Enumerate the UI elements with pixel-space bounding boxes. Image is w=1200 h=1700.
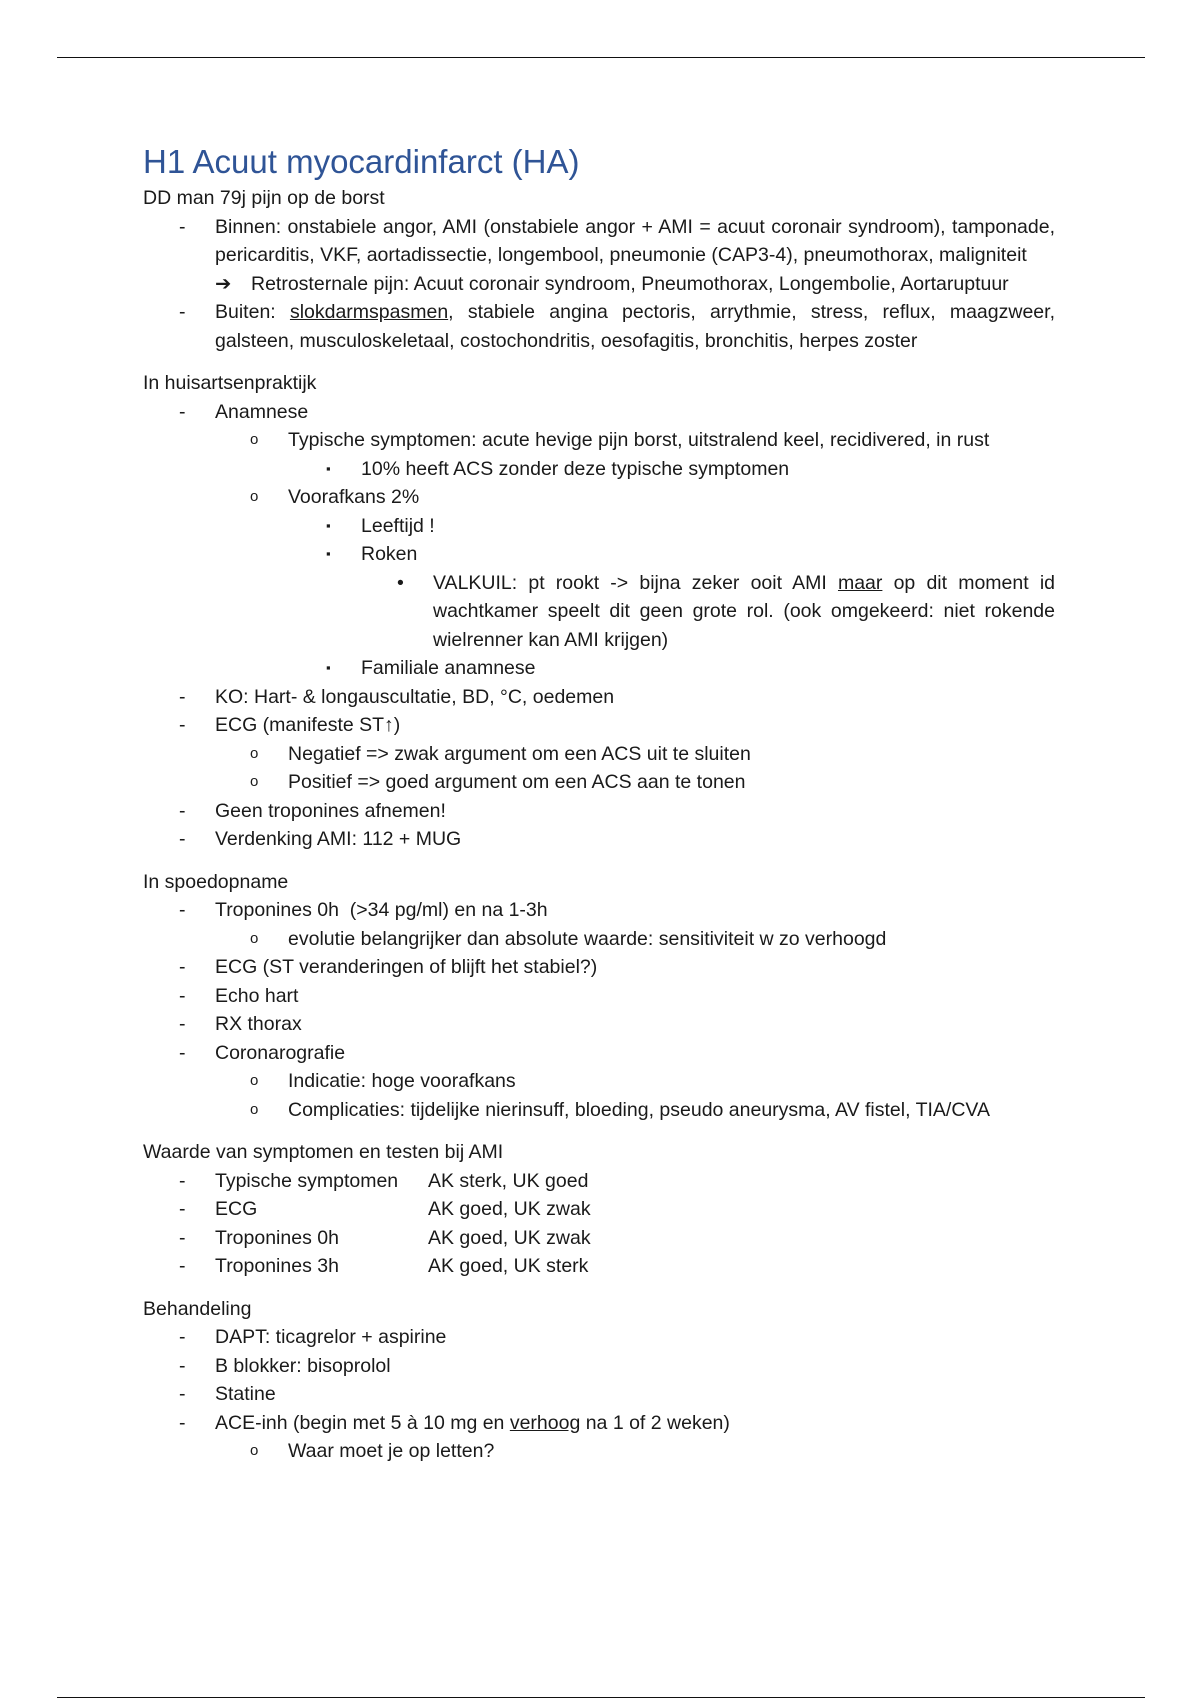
table-row	[143, 1224, 1055, 1253]
dash-marker: -	[179, 685, 186, 708]
list-item: o evolutie belangrijker dan absolute waarde: sensitiviteit w zo verhoogd	[143, 925, 1055, 954]
arrow-icon: ➔	[215, 272, 232, 295]
list-item: - ECG (ST veranderingen of blijft het stabiel?)	[143, 953, 1055, 982]
square-marker: ▪	[326, 546, 331, 561]
dash-marker: -	[179, 1411, 186, 1434]
list-item: ▪ Familiale anamnese	[143, 654, 1055, 683]
square-marker: ▪	[326, 517, 331, 533]
list-item: o Indicatie: hoge voorafkans	[143, 1067, 1055, 1096]
list-item: ▪ 10% heeft ACS zonder deze typische symptomen	[143, 455, 1055, 484]
header-rule	[57, 57, 1145, 58]
dash-marker: -	[179, 1226, 186, 1249]
list-item: - B blokker: bisoprolol	[143, 1352, 1055, 1381]
dash-marker: -	[179, 1041, 186, 1064]
dash-marker: -	[179, 984, 186, 1007]
circle-marker: o	[250, 929, 259, 947]
dash-marker: -	[179, 899, 186, 921]
dd-list	[143, 213, 1055, 356]
circle-marker: o	[250, 773, 259, 790]
huisarts-list	[143, 398, 1055, 854]
circle-marker: o	[250, 744, 259, 762]
square-marker: ▪	[326, 460, 331, 476]
list-item: o Typische symptomen: acute hevige pijn borst, uitstralend keel, recidivered, in rust	[143, 426, 1055, 455]
list-item: - Binnen: onstabiele angor, AMI (onstabiele angor + AMI = acuut coronair syndroom), tamponade, pericarditis, VKF, aortadissectie, longembool, pneumonie (CAP3-4), pneumothorax, maligniteit	[143, 213, 1055, 270]
footer-rule	[57, 1697, 1145, 1698]
dash-marker: -	[179, 828, 186, 850]
dd-heading: DD man 79j pijn op de borst	[143, 187, 385, 209]
list-item: - Verdenking AMI: 112 + MUG	[143, 825, 1055, 854]
dash-marker: -	[179, 1198, 186, 1220]
huisarts-heading: In huisartsenpraktijk	[143, 372, 317, 394]
dash-marker: -	[179, 714, 186, 736]
list-item: - Geen troponines afnemen!	[143, 797, 1055, 826]
test-name: Troponines 0h	[215, 1226, 339, 1249]
behandeling-list	[143, 1323, 1055, 1466]
waarde-list	[143, 1167, 1055, 1281]
test-value: AK goed, UK zwak	[428, 1226, 591, 1249]
dash-marker: -	[179, 1354, 186, 1377]
waarde-heading: Waarde van symptomen en testen bij AMI	[143, 1141, 504, 1163]
circle-marker: o	[250, 431, 259, 448]
dash-marker: -	[179, 1255, 186, 1277]
list-item: - ACE-inh (begin met 5 à 10 mg en verhoog na 1 of 2 weken)	[143, 1409, 1055, 1438]
dash-marker: -	[179, 301, 186, 323]
dash-marker: -	[179, 1326, 186, 1348]
test-value: AK goed, UK zwak	[428, 1198, 591, 1220]
test-name: ECG	[215, 1198, 258, 1220]
document-page	[143, 140, 1055, 1466]
spoed-list	[143, 896, 1055, 1124]
dot-marker: •	[397, 571, 404, 594]
circle-marker: o	[250, 488, 259, 505]
list-item: ▪ Roken	[143, 540, 1055, 569]
test-name: Typische symptomen	[215, 1169, 399, 1192]
list-item: o Complicaties: tijdelijke nierinsuff, bloeding, pseudo aneurysma, AV fistel, TIA/CVA	[143, 1096, 1055, 1125]
circle-marker: o	[250, 1100, 259, 1118]
list-item: o Waar moet je op letten?	[143, 1437, 1055, 1466]
spoed-heading: In spoedopname	[143, 870, 289, 893]
list-item: - Buiten: slokdarmspasmen, stabiele angina pectoris, arrythmie, stress, reflux, maagzweer, galsteen, musculoskeletaal, costochondritis, oesofagitis, bronchitis, herpes zoster	[143, 298, 1055, 355]
circle-marker: o	[250, 1442, 259, 1459]
list-item: - Troponines 0h (>34 pg/ml) en na 1-3h	[143, 896, 1055, 925]
list-item: - RX thorax	[143, 1010, 1055, 1039]
list-item: ➔ Retrosternale pijn: Acuut coronair syndroom, Pneumothorax, Longembolie, Aortaruptuur	[143, 270, 1055, 299]
dash-marker: -	[179, 1013, 186, 1035]
dash-marker: -	[179, 1383, 186, 1405]
list-item: - Coronarografie	[143, 1039, 1055, 1068]
list-item: - Statine	[143, 1380, 1055, 1409]
square-marker: ▪	[326, 660, 331, 675]
behandeling-heading: Behandeling	[143, 1297, 252, 1320]
list-item: - DAPT: ticagrelor + aspirine	[143, 1323, 1055, 1352]
test-value: AK goed, UK sterk	[428, 1255, 589, 1277]
test-name: Troponines 3h	[215, 1255, 339, 1277]
list-item: o Voorafkans 2%	[143, 483, 1055, 512]
dash-marker: -	[179, 215, 186, 238]
circle-marker: o	[250, 1072, 259, 1089]
table-row	[143, 1167, 1055, 1196]
list-item: - ECG (manifeste ST↑)	[143, 711, 1055, 740]
dash-marker: -	[179, 400, 186, 423]
dash-marker: -	[179, 799, 186, 822]
list-item: ▪ Leeftijd !	[143, 512, 1055, 541]
list-item: o Negatief => zwak argument om een ACS uit te sluiten	[143, 740, 1055, 769]
test-value: AK sterk, UK goed	[428, 1169, 589, 1192]
list-item: • VALKUIL: pt rookt -> bijna zeker ooit AMI maar op dit moment id wachtkamer speelt dit geen grote rol. (ook omgekeerd: niet rokende wielrenner kan AMI krijgen)	[143, 569, 1055, 655]
dash-marker: -	[179, 956, 186, 978]
list-item: o Positief => goed argument om een ACS aan te tonen	[143, 768, 1055, 797]
table-row	[143, 1195, 1055, 1224]
dash-marker: -	[179, 1169, 186, 1192]
list-item: - Echo hart	[143, 982, 1055, 1011]
list-item: - KO: Hart- & longauscultatie, BD, °C, oedemen	[143, 683, 1055, 712]
table-row	[143, 1252, 1055, 1281]
document-title: H1 Acuut myocardinfarct (HA)	[143, 143, 580, 180]
list-item: - Anamnese	[143, 398, 1055, 427]
